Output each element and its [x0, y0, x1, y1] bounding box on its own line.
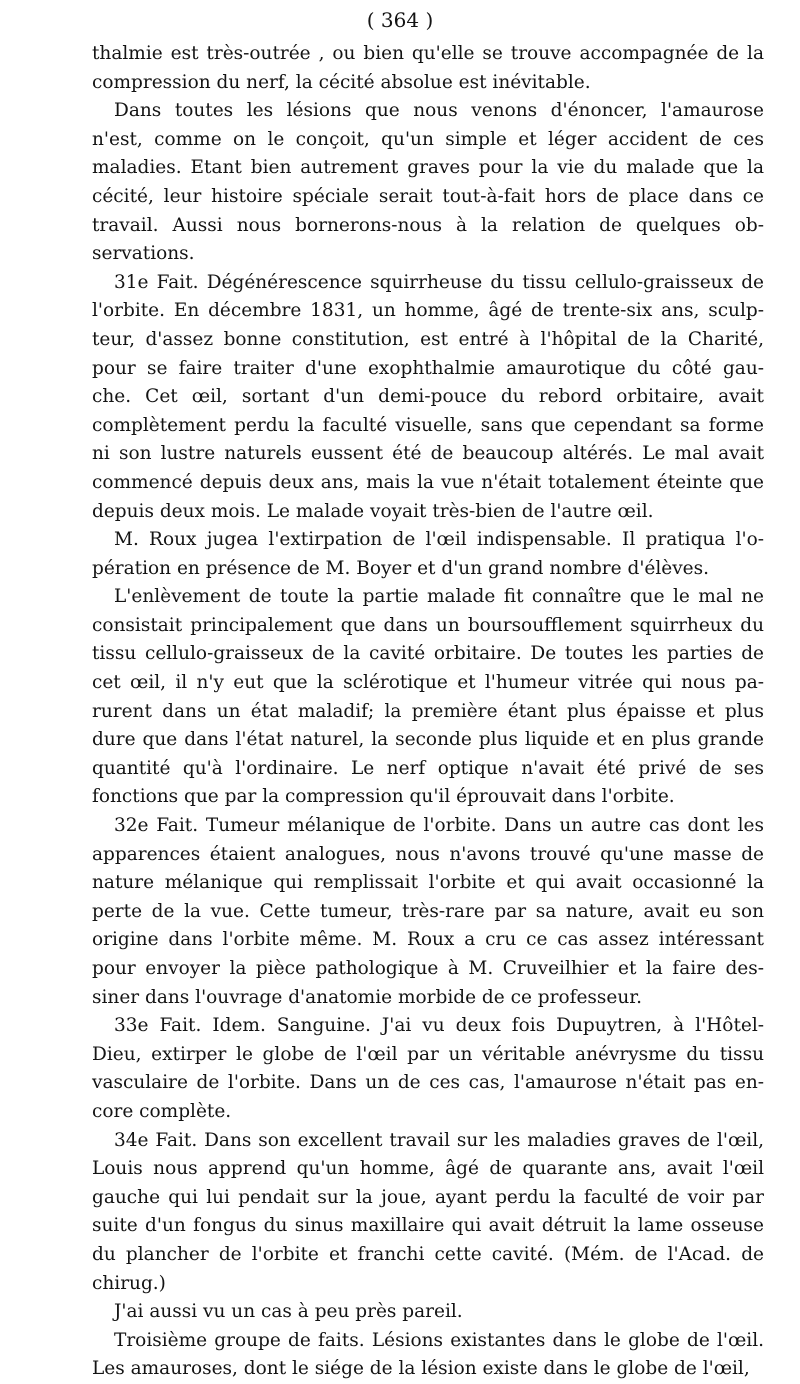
text-line: cet œil, il n'y eut que la sclérotique et l'humeur vitrée qui nous pa- [92, 672, 764, 694]
text-line: cécité, leur histoire spéciale serait tout-à-fait hors de place dans ce [92, 185, 764, 207]
text-line: perte de la vue. Cette tumeur, très-rare par sa nature, avait eu son [92, 900, 764, 922]
text-line: rurent dans un état maladif; la première étant plus épaisse et plus [92, 700, 764, 722]
text-line: teur, d'assez bonne constitution, est entré à l'hôpital de la Charité, [92, 328, 764, 350]
text-line: apparences étaient analogues, nous n'avons trouvé qu'une masse de [92, 843, 764, 865]
text-line: J'ai aussi vu un cas à peu près pareil. [114, 1301, 463, 1323]
text-line: 33e Fait. Idem. Sanguine. J'ai vu deux fois Dupuytren, à l'Hôtel- [114, 1015, 764, 1037]
text-line: Dieu, extirper le globe de l'œil par un véritable anévrysme du tissu [92, 1043, 764, 1065]
text-line: l'orbite. En décembre 1831, un homme, âgé de trente-six ans, sculp- [92, 300, 764, 322]
text-line: travail. Aussi nous bornerons-nous à la relation de quelques ob- [92, 214, 764, 236]
text-line: chirug.) [92, 1272, 166, 1294]
body-text [92, 40, 764, 1384]
text-line: pération en présence de M. Boyer et d'un grand nombre d'élèves. [92, 557, 709, 579]
text-line: Dans toutes les lésions que nous venons d'énoncer, l'amaurose [114, 100, 764, 122]
text-line: che. Cet œil, sortant d'un demi-pouce du rebord orbitaire, avait [92, 386, 764, 408]
text-line: servations. [92, 243, 195, 265]
text-line: siner dans l'ouvrage d'anatomie morbide de ce professeur. [92, 986, 642, 1008]
text-line: fonctions que par la compression qu'il éprouvait dans l'orbite. [92, 786, 675, 808]
text-line: maladies. Etant bien autrement graves pour la vie du malade que la [92, 157, 764, 179]
text-line: du plancher de l'orbite et franchi cette cavité. (Mém. de l'Acad. de [92, 1243, 764, 1265]
text-line: pour envoyer la pièce pathologique à M. Cruveilhier et la faire des- [92, 958, 764, 979]
text-line: nature mélanique qui remplissait l'orbite et qui avait occasionné la [92, 872, 764, 894]
text-line: pour se faire traiter d'une exophthalmie amaurotique du côté gau- [92, 357, 764, 379]
text-line: 34e Fait. Dans son excellent travail sur les maladies graves de l'œil, [114, 1129, 764, 1151]
text-line: commencé depuis deux ans, mais la vue n'était totalement éteinte que [92, 471, 764, 493]
text-line: Troisième groupe de faits. Lésions existantes dans le globe de l'œil. [114, 1329, 764, 1351]
text-line: n'est, comme on le conçoit, qu'un simple et léger accident de ces [92, 128, 764, 150]
text-line: tissu cellulo-graisseux de la cavité orbitaire. De toutes les parties de [92, 643, 764, 665]
text-line: depuis deux mois. Le malade voyait très-bien de l'autre œil. [92, 500, 654, 522]
text-line: Louis nous apprend qu'un homme, âgé de quarante ans, avait l'œil [92, 1158, 764, 1180]
page-number: ( 364 ) [366, 8, 434, 32]
text-line: L'enlèvement de toute la partie malade fit connaître que le mal ne [114, 586, 764, 608]
text-line: suite d'un fongus du sinus maxillaire qui avait détruit la lame osseuse [92, 1215, 764, 1237]
text-line: core complète. [92, 1100, 232, 1122]
text-line: Les amauroses, dont le siége de la lésion existe dans le globe de l'œil, [92, 1358, 750, 1380]
text-line: dure que dans l'état naturel, la seconde plus liquide et en plus grande [92, 729, 764, 751]
text-line: thalmie est très-outrée , ou bien qu'elle se trouve accompagnée de la [92, 43, 764, 64]
text-line: origine dans l'orbite même. M. Roux a cru ce cas assez intéressant [92, 929, 764, 951]
text-line: ni son lustre naturels eussent été de beaucoup altérés. Le mal avait [92, 443, 764, 465]
text-line: consistait principalement que dans un boursoufflement squirrheux du [92, 614, 764, 636]
text-line: 32e Fait. Tumeur mélanique de l'orbite. Dans un autre cas dont les [114, 815, 764, 837]
text-line: vasculaire de l'orbite. Dans un de ces cas, l'amaurose n'était pas en- [92, 1072, 764, 1094]
text-line: compression du nerf, la cécité absolue est inévitable. [92, 71, 591, 93]
text-line: quantité qu'à l'ordinaire. Le nerf optique n'avait été privé de ses [92, 757, 764, 779]
text-line: complètement perdu la faculté visuelle, sans que cependant sa forme [92, 414, 764, 436]
text-line: gauche qui lui pendait sur la joue, ayant perdu la faculté de voir par [92, 1186, 764, 1208]
text-line: 31e Fait. Dégénérescence squirrheuse du tissu cellulo-graisseux de [114, 271, 764, 293]
text-line: M. Roux jugea l'extirpation de l'œil indispensable. Il pratiqua l'o- [114, 529, 764, 551]
